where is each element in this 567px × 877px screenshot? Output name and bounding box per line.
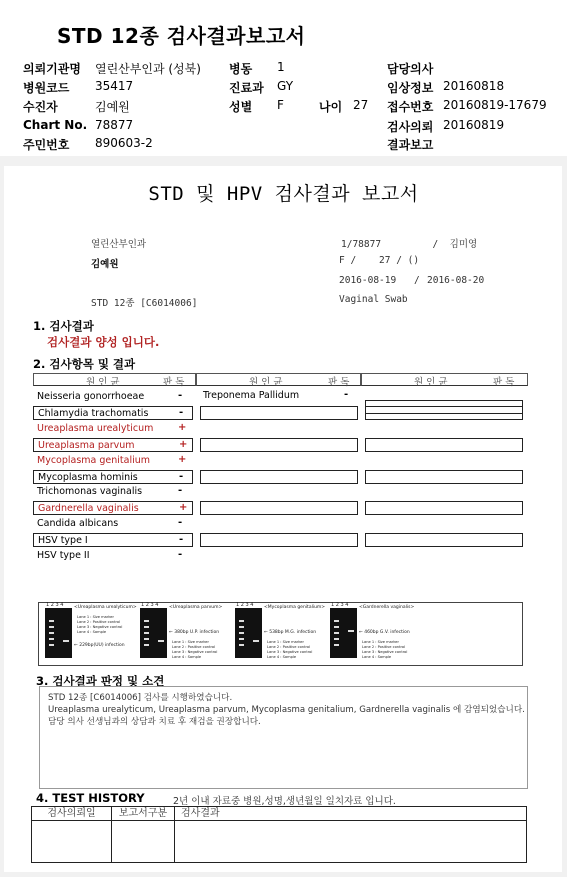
- empty-result-box: [200, 470, 358, 484]
- header-value: 20160819: [443, 118, 505, 132]
- test-item-row: [33, 533, 193, 547]
- specimen-type: Vaginal Swab: [339, 294, 408, 305]
- pathogen-result: +: [178, 453, 187, 465]
- test-item-row: [33, 549, 193, 563]
- pathogen-result: -: [179, 470, 184, 482]
- test-item-row: [33, 390, 193, 404]
- empty-result-box: [365, 533, 523, 547]
- pathogen-result: +: [179, 502, 188, 514]
- gel-legend-line: Lane 2 : Positive control: [362, 645, 406, 649]
- gel-legend-line: Lane 3 : Negative control: [267, 650, 313, 654]
- header-value: 890603-2: [95, 136, 153, 150]
- pathogen-name: Chlamydia trachomatis: [38, 407, 149, 419]
- header-value: 열린산부인과 (성북): [95, 62, 201, 76]
- gel-legend-line: Lane 3 : Negative control: [172, 650, 218, 654]
- test-item-row: [33, 470, 193, 484]
- section4-heading: 4. TEST HISTORY: [36, 791, 145, 805]
- test-item-row: [33, 422, 193, 436]
- gel-legend-line: Lane 1 : Size marker: [77, 615, 114, 619]
- header-value: 35417: [95, 79, 134, 93]
- col-head-name: 원 인 균: [249, 377, 283, 388]
- pathogen-result: +: [178, 421, 187, 433]
- gel-band-note: ← 229bp(UU) infection: [74, 643, 125, 648]
- header-label: 임상정보: [387, 81, 434, 95]
- report-date: 2016-08-20: [427, 275, 485, 286]
- sheet-title: STD 및 HPV 검사결과 보고서: [148, 183, 419, 205]
- pathogen-name: Trichomonas vaginalis: [37, 486, 143, 498]
- history-note: 2년 이내 자료중 병원,성명,생년월일 일치자료 입니다.: [173, 796, 396, 807]
- gel-legend-line: Lane 1 : Size marker: [267, 640, 304, 644]
- gel-lane-numbers: 1 2 3 4: [331, 602, 349, 608]
- gel-panel-title: <Mycoplasma genitalium>: [264, 605, 326, 610]
- section3-heading: 3. 검사결과 판정 및 소견: [36, 674, 165, 688]
- header-value: 김예원: [95, 100, 130, 114]
- test-item-row: [33, 454, 193, 468]
- gel-legend-line: Lane 4 : Sample: [172, 655, 202, 659]
- gel-legend-line: Lane 3 : Negative control: [77, 625, 123, 629]
- history-table: [31, 806, 527, 863]
- date-separator: /: [414, 275, 420, 286]
- gel-lane-image: [140, 608, 167, 658]
- header-label: 담당의사: [387, 62, 434, 76]
- header-value: 1: [277, 60, 285, 74]
- gel-electrophoresis-panel: [38, 602, 523, 666]
- header-value: 20160818: [443, 79, 505, 93]
- gel-legend-line: Lane 2 : Positive control: [77, 620, 121, 624]
- col-head-name: 원 인 균: [86, 377, 120, 388]
- pathogen-name: Ureaplasma urealyticum: [37, 422, 154, 434]
- gel-legend-line: Lane 4 : Sample: [267, 655, 297, 659]
- gel-legend-line: Lane 3 : Negative control: [362, 650, 408, 654]
- header-label: 성별: [229, 100, 253, 114]
- pathogen-result: -: [179, 534, 184, 546]
- opinion-box: [39, 686, 528, 789]
- test-item-row: [33, 438, 193, 452]
- section1-heading: 1. 검사결과: [33, 319, 94, 333]
- pathogen-name: Mycoplasma genitalium: [37, 454, 151, 466]
- col-head-name: 원 인 균: [414, 377, 448, 388]
- pathogen-result: +: [179, 438, 188, 450]
- header-label: 병원코드: [23, 81, 70, 95]
- history-col-date: 검사의뢰일: [32, 807, 112, 821]
- header-label: 접수번호: [387, 100, 434, 114]
- test-item-row: [33, 406, 193, 420]
- header-label: 병동: [229, 62, 253, 76]
- opinion-line-2: Ureaplasma urealyticum, Ureaplasma parvum, Mycoplasma genitalium, Gardnerella vaginalis 에 감염되었습니다.: [48, 705, 525, 715]
- test-code: STD 12종 [C6014006]: [91, 298, 198, 309]
- gel-lane-image: [235, 608, 262, 658]
- empty-result-box: [200, 533, 358, 547]
- header-label: Chart No.: [23, 118, 88, 132]
- pathogen-name: Neisseria gonorrhoeae: [37, 391, 145, 402]
- pathogen-result: -: [178, 549, 183, 560]
- clinic-name: 열린산부인과: [91, 239, 147, 250]
- section2-heading: 2. 검사항목 및 결과: [33, 357, 136, 371]
- gel-band-note: ← 460bp G.V. infection: [359, 630, 410, 635]
- header-value: F: [277, 98, 284, 112]
- opinion-line-3: 담당 의사 선생님과의 상담과 치료 후 재검을 권장합니다.: [48, 717, 261, 727]
- gel-lane-image: [330, 608, 357, 658]
- pathogen-name: HSV type II: [37, 550, 90, 561]
- receipt-date: 2016-08-19: [339, 275, 397, 286]
- test-item-row: [33, 517, 193, 531]
- treponema-name: Treponema Pallidum: [203, 390, 300, 401]
- patient-name: 김예원: [91, 259, 119, 270]
- header-value: GY: [277, 79, 294, 93]
- age-label: 나이: [319, 100, 343, 114]
- age-value: 27: [353, 98, 369, 112]
- overall-result: 검사결과 양성 입니다.: [47, 335, 160, 349]
- pathogen-name: HSV type I: [38, 535, 88, 547]
- column-header-2: [196, 373, 361, 386]
- gel-legend-line: Lane 1 : Size marker: [172, 640, 209, 644]
- test-item-row: [33, 501, 193, 515]
- gel-band-note: ← 538bp M.G. infection: [264, 630, 317, 635]
- gel-lane-numbers: 1 2 3 4: [236, 602, 254, 608]
- history-divider: [111, 821, 112, 863]
- header-label: 의뢰기관명: [23, 62, 81, 76]
- empty-result-box: [200, 406, 358, 420]
- gel-legend-line: Lane 2 : Positive control: [267, 645, 311, 649]
- test-item-row: [33, 485, 193, 499]
- gel-legend-line: Lane 1 : Size marker: [362, 640, 399, 644]
- gel-legend-line: Lane 4 : Sample: [77, 630, 107, 634]
- col-head-result: 판 독: [328, 377, 350, 388]
- header-label: 진료과: [229, 81, 264, 95]
- gel-panel-title: <Ureaplasma parvum>: [169, 605, 223, 610]
- pathogen-name: Candida albicans: [37, 518, 119, 530]
- header-value: 78877: [95, 118, 134, 132]
- column-header-3: [361, 373, 528, 386]
- pathogen-result: -: [178, 390, 183, 401]
- gel-band-note: ← 380bp U.P. infection: [169, 630, 220, 635]
- chart-doctor: 1/78877 / 김미영: [341, 239, 478, 250]
- gel-lane-numbers: 1 2 3 4: [46, 602, 64, 608]
- sex-age: F / 27 / (): [339, 255, 420, 266]
- header-label: 수진자: [23, 100, 58, 114]
- header-label: 검사의뢰: [387, 120, 434, 134]
- gel-legend-line: Lane 2 : Positive control: [172, 645, 216, 649]
- empty-result-box: [200, 438, 358, 452]
- empty-result-box: [365, 501, 523, 515]
- empty-result-box: [365, 470, 523, 484]
- col-head-result: 판 독: [163, 377, 185, 388]
- gel-panel-title: <Ureaplasma urealyticum>: [74, 605, 137, 610]
- header-value: 20160819-17679: [443, 98, 547, 112]
- gel-lane-numbers: 1 2 3 4: [141, 602, 159, 608]
- header-label: 주민번호: [23, 138, 70, 152]
- treponema-result: -: [344, 389, 349, 400]
- pathogen-name: Mycoplasma hominis: [38, 471, 138, 483]
- pathogen-result: -: [178, 485, 183, 497]
- pathogen-result: -: [179, 406, 184, 418]
- opinion-line-1: STD 12종 [C6014006] 검사를 시행하였습니다.: [48, 693, 233, 703]
- empty-result-box: [200, 501, 358, 515]
- pathogen-name: Gardnerella vaginalis: [38, 503, 139, 515]
- empty-result-box: [365, 438, 523, 452]
- header-label: 결과보고: [387, 138, 434, 152]
- report-title: STD 12종 검사결과보고서: [57, 24, 306, 48]
- gel-legend-line: Lane 4 : Sample: [362, 655, 392, 659]
- gel-lane-image: [45, 608, 72, 658]
- history-col-result: 검사결과: [175, 807, 526, 821]
- column-header-1: [33, 373, 196, 386]
- history-divider: [174, 821, 175, 863]
- history-col-type: 보고서구분: [112, 807, 175, 821]
- pathogen-name: Ureaplasma parvum: [38, 439, 135, 451]
- gel-panel-title: <Gardnerella vaginalis>: [359, 605, 415, 610]
- empty-result-box: [365, 400, 523, 414]
- pathogen-result: -: [178, 517, 183, 529]
- col-head-result: 판 독: [493, 377, 515, 388]
